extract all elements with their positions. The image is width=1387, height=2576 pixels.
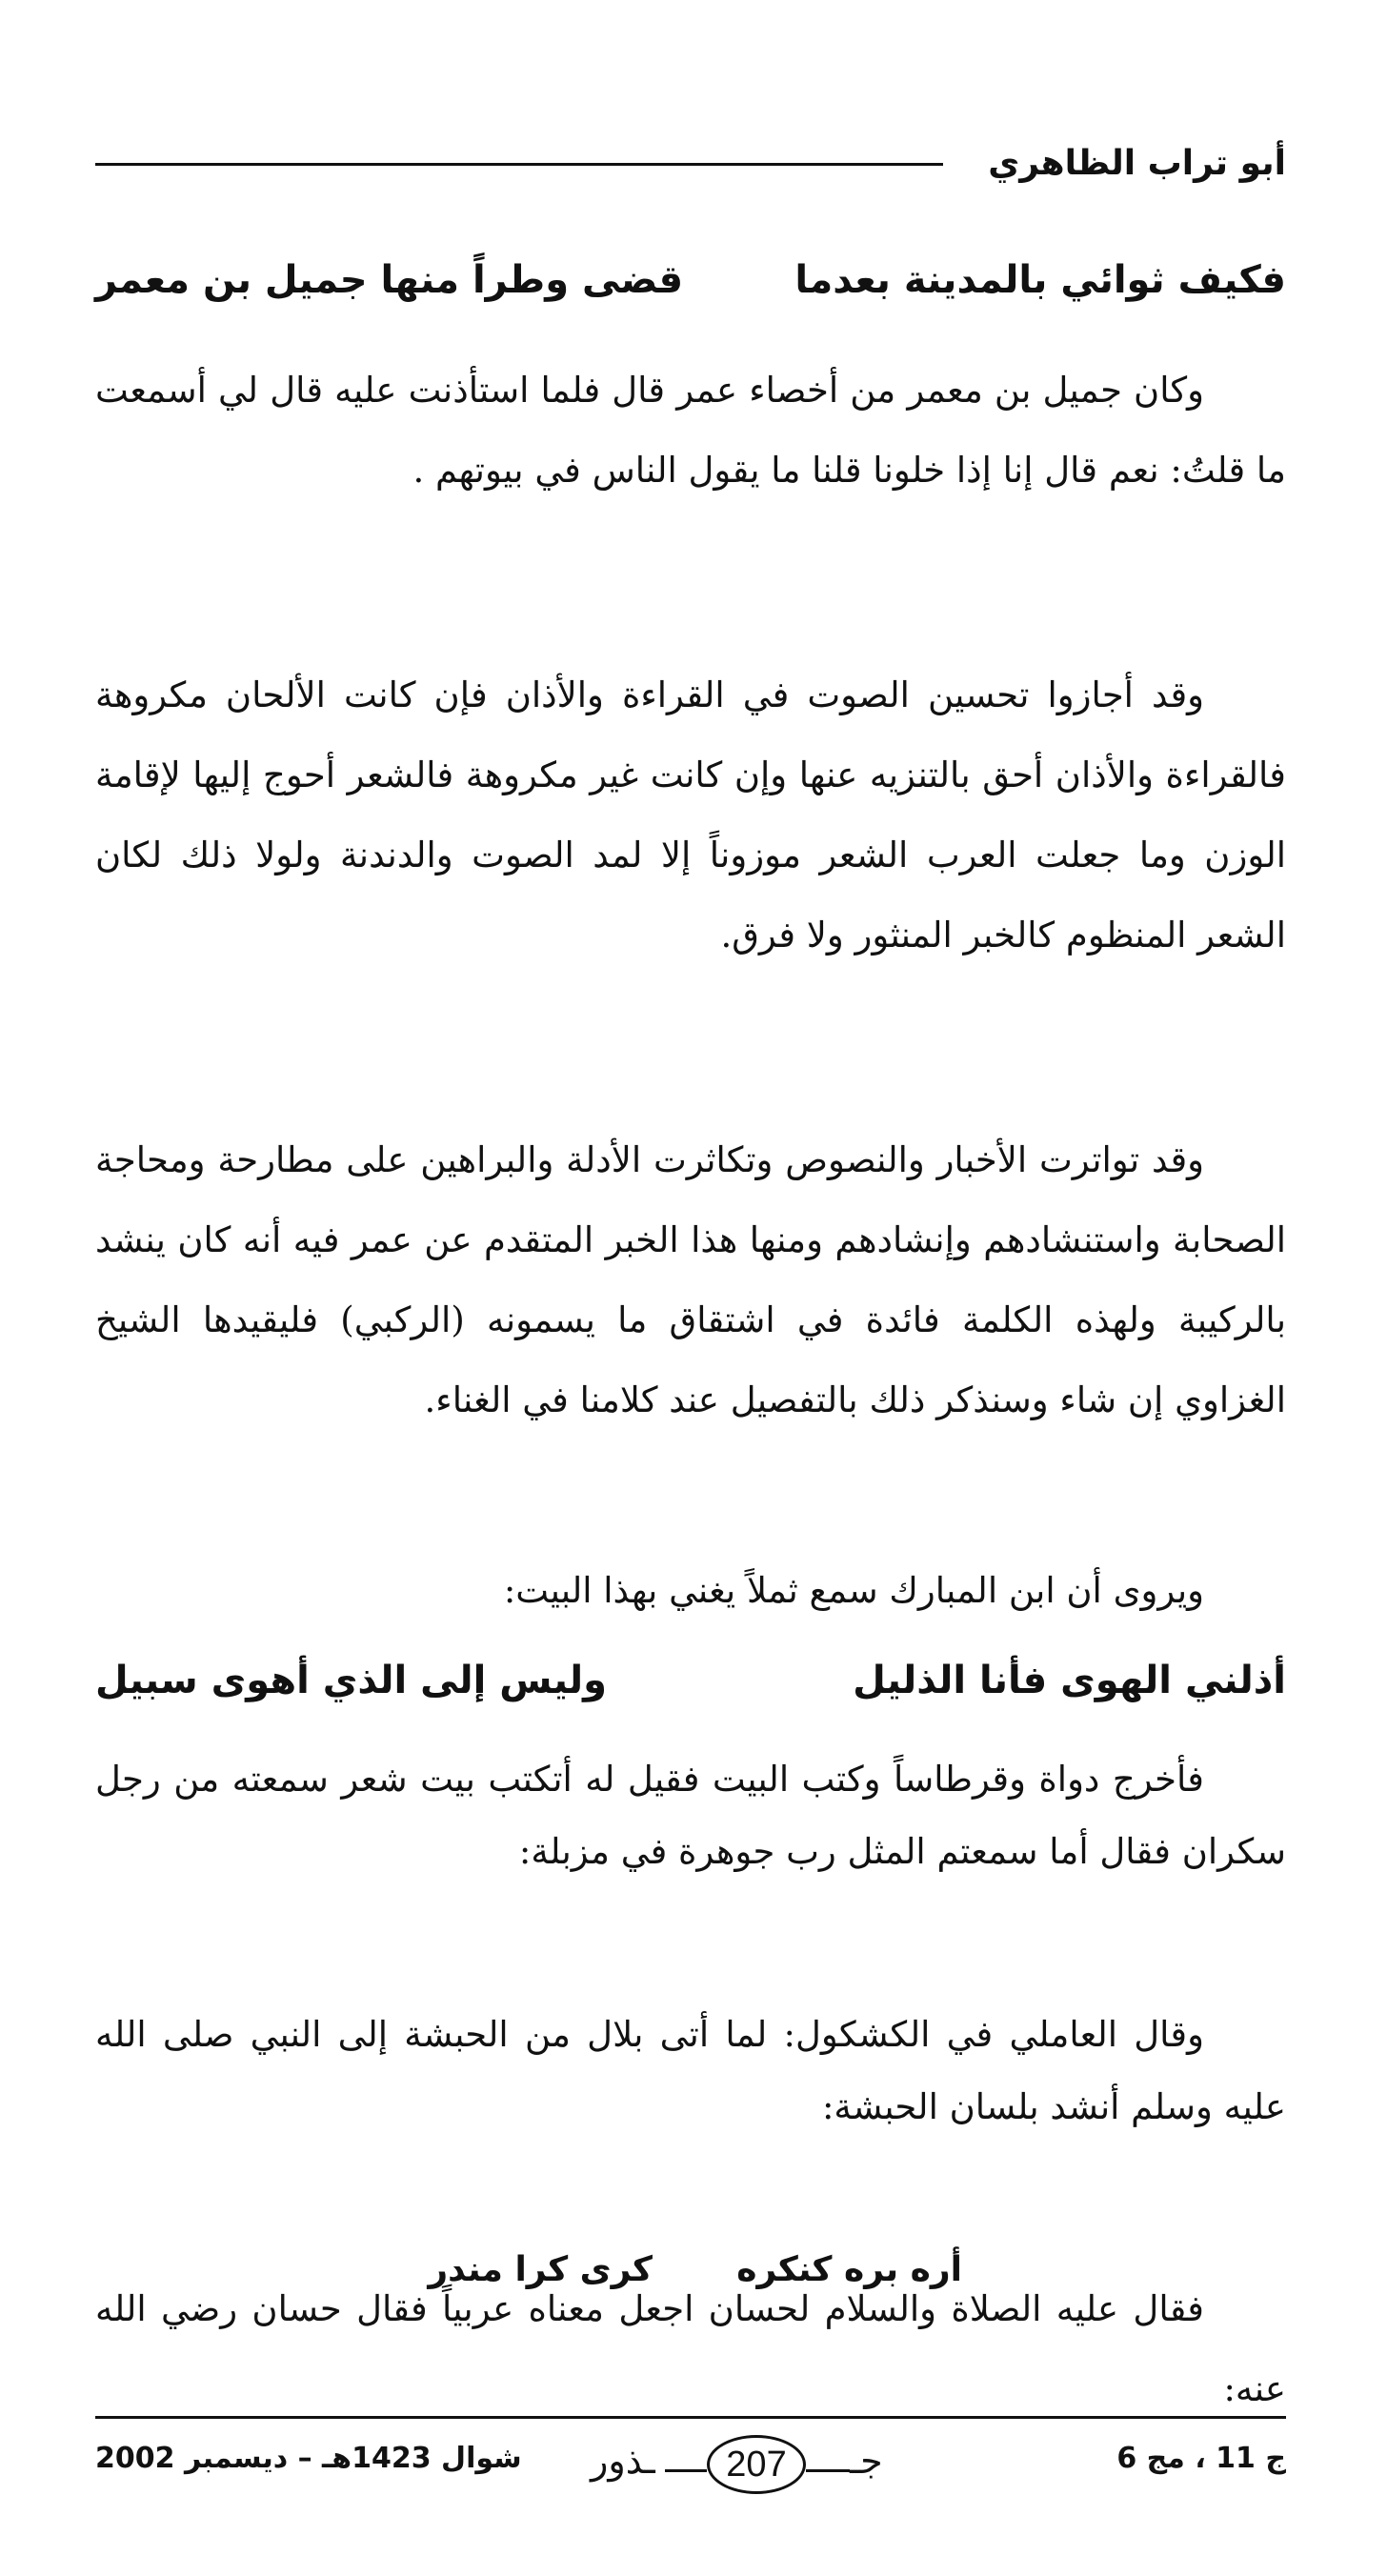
verse-line: [95, 1648, 1286, 1715]
paragraph: ويروى أن ابن المبارك سمع ثملاً يغني بهذا البيت:: [503, 1570, 1204, 1611]
masthead-line: [665, 2469, 707, 2472]
paragraph: وقال العاملي في الكشكول: لما أتى بلال من الحبشة إلى النبي صلى الله عليه وسلم أنشد بلسان الحبشة:: [95, 2014, 1286, 2127]
verse-first-hemistich: أذلني الهوى فأنا الذليل: [853, 1659, 1286, 1702]
verse-second-hemistich: كرى كرا مندر: [428, 2250, 653, 2289]
masthead-line: [806, 2469, 850, 2472]
issue-date: شوال 1423هـ – ديسمبر 2002: [95, 2442, 522, 2475]
verse-second-hemistich: وليس إلى الذي أهوى سبيل: [95, 1659, 608, 1702]
paragraph: وقد تواترت الأخبار والنصوص وتكاثرت الأدلة والبراهين على مطارحة ومحاجة الصحابة واستنشادهم وإنشادهم ومنها هذا الخبر المتقدم عن عمر فيه أنه كان ينشد بالركيبة ولهذه الكلمة فائدة في اشتقاق ما يسمونه (الركبي) فليقيدها الشيخ الغزاوي إن شاء وسنذكر ذلك بالتفصيل عند كلامنا في الغناء.: [95, 1139, 1286, 1420]
paragraph: فأخرج دواة وقرطاساً وكتب البيت فقيل له أتكتب بيت شعر سمعته من رجل سكران فقال أما سمعتم المثل رب جوهرة في مزبلة:: [95, 1759, 1286, 1872]
verse-line: [95, 248, 1286, 314]
paragraph: وكان جميل بن معمر من أخصاء عمر قال فلما استأذنت عليه قال لي أسمعت ما قلتُ: نعم قال إنا إذا خلونا قلنا ما يقول الناس في بيوتهم .: [95, 370, 1286, 491]
page-footer: [95, 2429, 1286, 2506]
footer-rule: [95, 2416, 1286, 2419]
volume-number: ج 11 ، مج 6: [1116, 2442, 1286, 2475]
paragraph: فقال عليه الصلاة والسلام لحسان اجعل معناه عربياً فقال حسان رضي الله عنه:: [95, 2288, 1286, 2409]
verse-first-hemistich: فكيف ثوائي بالمدينة بعدما: [794, 258, 1286, 302]
magazine-name-part: ـذور: [591, 2440, 655, 2482]
verse-first-hemistich: أره بره كنكره: [736, 2250, 962, 2289]
magazine-name-part: جـ: [850, 2440, 883, 2482]
magazine-masthead: [591, 2429, 934, 2506]
header-rule: [95, 163, 943, 166]
verse-second-hemistich: قضى وطراً منها جميل بن معمر: [95, 258, 684, 302]
page-header: [95, 137, 1286, 194]
page-number: 207: [707, 2435, 806, 2494]
paragraph: وقد أجازوا تحسين الصوت في القراءة والأذان فإن كانت الألحان مكروهة فالقراءة والأذان أحق بالتنزيه عنها وإن كانت غير مكروهة فالشعر أحوج إليها لإقامة الوزن وما جعلت العرب الشعر موزوناً إلا لمد الصوت والدندنة ولولا ذلك لكان الشعر المنظوم كالخبر المنثور ولا فرق.: [95, 674, 1286, 956]
author-name: أبو تراب الظاهري: [988, 144, 1286, 183]
document-page: [95, 95, 1286, 2515]
